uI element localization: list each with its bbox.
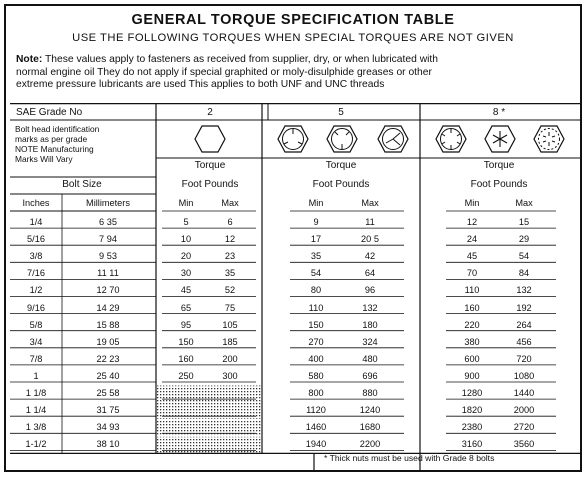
cell-grade5-min: 35 [310,251,322,262]
cell-inches: 1 1/4 [25,405,47,416]
cell-millimeters: 12 70 [96,285,120,296]
cell-grade5-min: 580 [308,370,324,381]
cell-grade8-min: 900 [464,370,480,381]
cell-grade5-min: 54 [310,268,322,279]
page-subtitle: USE THE FOLLOWING TORQUES WHEN SPECIAL TORQUES ARE NOT GIVEN [72,32,514,44]
header-torque-g8: Torque [483,160,515,171]
cell-grade2-max: 6 [227,217,233,227]
cell-inches: 7/16 [27,268,45,279]
header-max-g5: Max [361,198,379,208]
cell-grade5-max: 132 [362,302,378,313]
torque-spec-sheet [4,4,582,472]
cell-grade8-min: 24 [466,234,478,245]
cell-grade5-min: 800 [308,388,324,398]
cell-grade2-min: 20 [180,251,192,262]
cell-millimeters: 22 23 [96,353,120,364]
torque-table [10,103,580,470]
note-paragraph [16,54,572,92]
cell-grade8-max: 192 [516,302,532,313]
hex-bolt-head-3-marks-icon [276,124,310,154]
note-line-3: extreme pressure lubricants are used This applies to both UNF and UNC threads [16,79,385,90]
cell-grade5-min: 150 [308,319,324,330]
cell-grade2-max: 185 [222,336,238,347]
cell-grade8-max: 54 [518,251,530,262]
cell-grade5-max: 696 [362,370,378,381]
bolt-id-note [15,124,99,164]
cell-inches: 1/2 [29,285,43,296]
header-min-g2: Min [178,198,194,208]
bolt-id-line-1: Bolt head identification [15,124,100,134]
header-min-g5: Min [308,198,324,208]
cell-millimeters: 6 35 [99,217,117,227]
hex-bolt-head-3-marks-icon [376,124,410,154]
header-max-g2: Max [221,198,239,208]
cell-inches: 9/16 [27,302,45,313]
cell-grade5-min: 400 [308,353,324,364]
cell-grade2-max: 75 [224,302,236,313]
cell-millimeters: 19 05 [96,336,120,347]
bolt-id-line-4: Marks Will Vary [15,154,73,164]
cell-grade2-min: 250 [178,370,194,381]
cell-grade2-max: 52 [224,285,236,296]
cell-grade2-min: 30 [180,268,192,279]
cell-grade8-max: 29 [518,234,530,245]
cell-millimeters: 7 94 [99,234,117,245]
cell-grade8-min: 1820 [461,405,483,416]
cell-grade5-max: 180 [362,319,378,330]
cell-grade8-min: 70 [466,268,478,279]
cell-grade8-min: 1280 [461,388,483,398]
cell-inches: 5/16 [27,234,45,245]
note-label: Note: [16,54,43,65]
header-torque-g5: Torque [325,160,357,171]
cell-grade2-min: 10 [180,234,192,245]
header-foot-pounds-g5: Foot Pounds [312,179,370,190]
cell-grade2-max: 200 [222,353,238,364]
hex-bolt-head-6-marks-icon [434,124,468,154]
cell-grade8-max: 456 [516,336,532,347]
cell-grade2-max: 23 [224,251,236,262]
cell-grade8-min: 3160 [461,439,483,450]
cell-inches: 1/4 [29,217,43,227]
cell-grade5-max: 880 [362,388,378,398]
cell-grade5-min: 1120 [306,405,326,416]
cell-grade2-min: 5 [183,217,189,227]
cell-grade5-min: 1940 [305,439,327,450]
cell-grade8-max: 132 [516,285,532,296]
cell-grade2-max: 105 [222,319,238,330]
header-torque-g2: Torque [194,160,226,171]
cell-inches: 1 1/8 [25,388,47,398]
bolt-id-line-3: NOTE Manufacturing [15,144,94,154]
header-grade-5: 5 [338,107,344,118]
cell-grade8-min: 12 [466,217,478,227]
cell-grade2-max: 35 [224,268,236,279]
hex-bolt-head-3-marks-icon [325,124,359,154]
cell-grade8-max: 84 [518,268,530,279]
cell-grade5-min: 1460 [305,422,327,433]
cell-inches: 1 3/8 [25,422,47,433]
cell-grade2-min: 95 [180,319,192,330]
header-sae-grade: SAE Grade No [16,107,83,118]
footnote-thick-nuts: * Thick nuts must be used with Grade 8 bolts [324,453,495,463]
cell-inches: 3/8 [29,251,43,262]
cell-grade2-min: 45 [180,285,192,296]
cell-grade5-min: 80 [310,285,322,296]
cell-grade2-min: 150 [178,336,194,347]
cell-grade5-max: 20 5 [361,234,379,245]
header-inches: Inches [22,198,50,208]
cell-grade2-max: 12 [224,234,236,245]
header-foot-pounds-g8: Foot Pounds [470,179,528,190]
cell-grade5-max: 2200 [359,439,381,450]
cell-grade8-max: 264 [516,319,532,330]
cell-millimeters: 31 75 [96,405,120,416]
cell-inches: 1 [33,370,39,381]
cell-grade5-max: 480 [362,353,378,364]
cell-grade5-min: 110 [308,302,324,313]
bolt-id-line-2: marks as per grade [15,134,88,144]
cell-millimeters: 11 11 [97,268,119,279]
cell-grade5-min: 270 [308,336,324,347]
header-grade-8: 8 * [492,107,506,118]
note-line-1: These values apply to fasteners as received from supplier, dry, or when lubricated with [45,54,439,65]
cell-millimeters: 38 10 [96,439,120,450]
header-grade-2: 2 [207,107,213,118]
cell-grade8-min: 110 [464,285,480,296]
cell-grade5-max: 1680 [359,422,381,433]
cell-grade5-min: 17 [310,234,322,245]
cell-inches: 1-1/2 [25,439,47,450]
cell-grade8-min: 220 [464,319,480,330]
header-max-g8: Max [515,198,533,208]
cell-grade5-max: 1240 [359,405,381,416]
cell-inches: 3/4 [29,336,43,347]
cell-grade2-min: 160 [178,353,194,364]
cell-grade5-max: 42 [364,251,376,262]
cell-grade8-max: 15 [518,217,530,227]
cell-grade8-min: 160 [464,302,480,313]
cell-grade5-max: 96 [364,285,376,296]
cell-millimeters: 14 29 [96,302,120,313]
cell-grade5-min: 9 [313,217,319,227]
cell-grade8-max: 2720 [513,422,535,433]
cell-inches: 7/8 [29,353,43,364]
header-foot-pounds-g2: Foot Pounds [181,179,239,190]
hex-bolt-head-6-marks-icon [483,124,517,154]
cell-grade8-max: 1440 [513,388,535,398]
cell-grade8-max: 720 [516,353,532,364]
note-line-2: normal engine oil They do not apply if special graphited or moly-disulphide greases or other [16,66,432,78]
cell-millimeters: 34 93 [96,422,120,433]
cell-grade8-min: 2380 [461,422,483,433]
cell-inches: 5/8 [29,319,43,330]
cell-grade8-min: 380 [464,336,480,347]
cell-grade8-max: 2000 [513,405,535,416]
header-bolt-size: Bolt Size [62,179,102,190]
cell-grade5-max: 64 [364,268,376,279]
page-title: GENERAL TORQUE SPECIFICATION TABLE [131,12,455,28]
cell-millimeters: 9 53 [99,251,117,262]
cell-grade2-max: 300 [222,370,238,381]
cell-grade8-min: 45 [466,251,478,262]
cell-grade2-min: 65 [180,302,192,313]
hex-bolt-head-plain-icon [193,124,227,154]
cell-grade8-max: 3560 [513,439,535,450]
cell-grade8-min: 600 [464,353,480,364]
header-millimeters: Millimeters [86,198,130,208]
cell-millimeters: 15 88 [96,319,120,330]
cell-grade5-max: 11 [365,217,375,227]
cell-millimeters: 25 40 [96,370,120,381]
cell-grade8-max: 1080 [513,370,535,381]
header-min-g8: Min [464,198,480,208]
hex-bolt-head-6-marks-icon [532,124,566,154]
cell-millimeters: 25 58 [96,388,120,398]
cell-grade5-max: 324 [362,336,378,347]
